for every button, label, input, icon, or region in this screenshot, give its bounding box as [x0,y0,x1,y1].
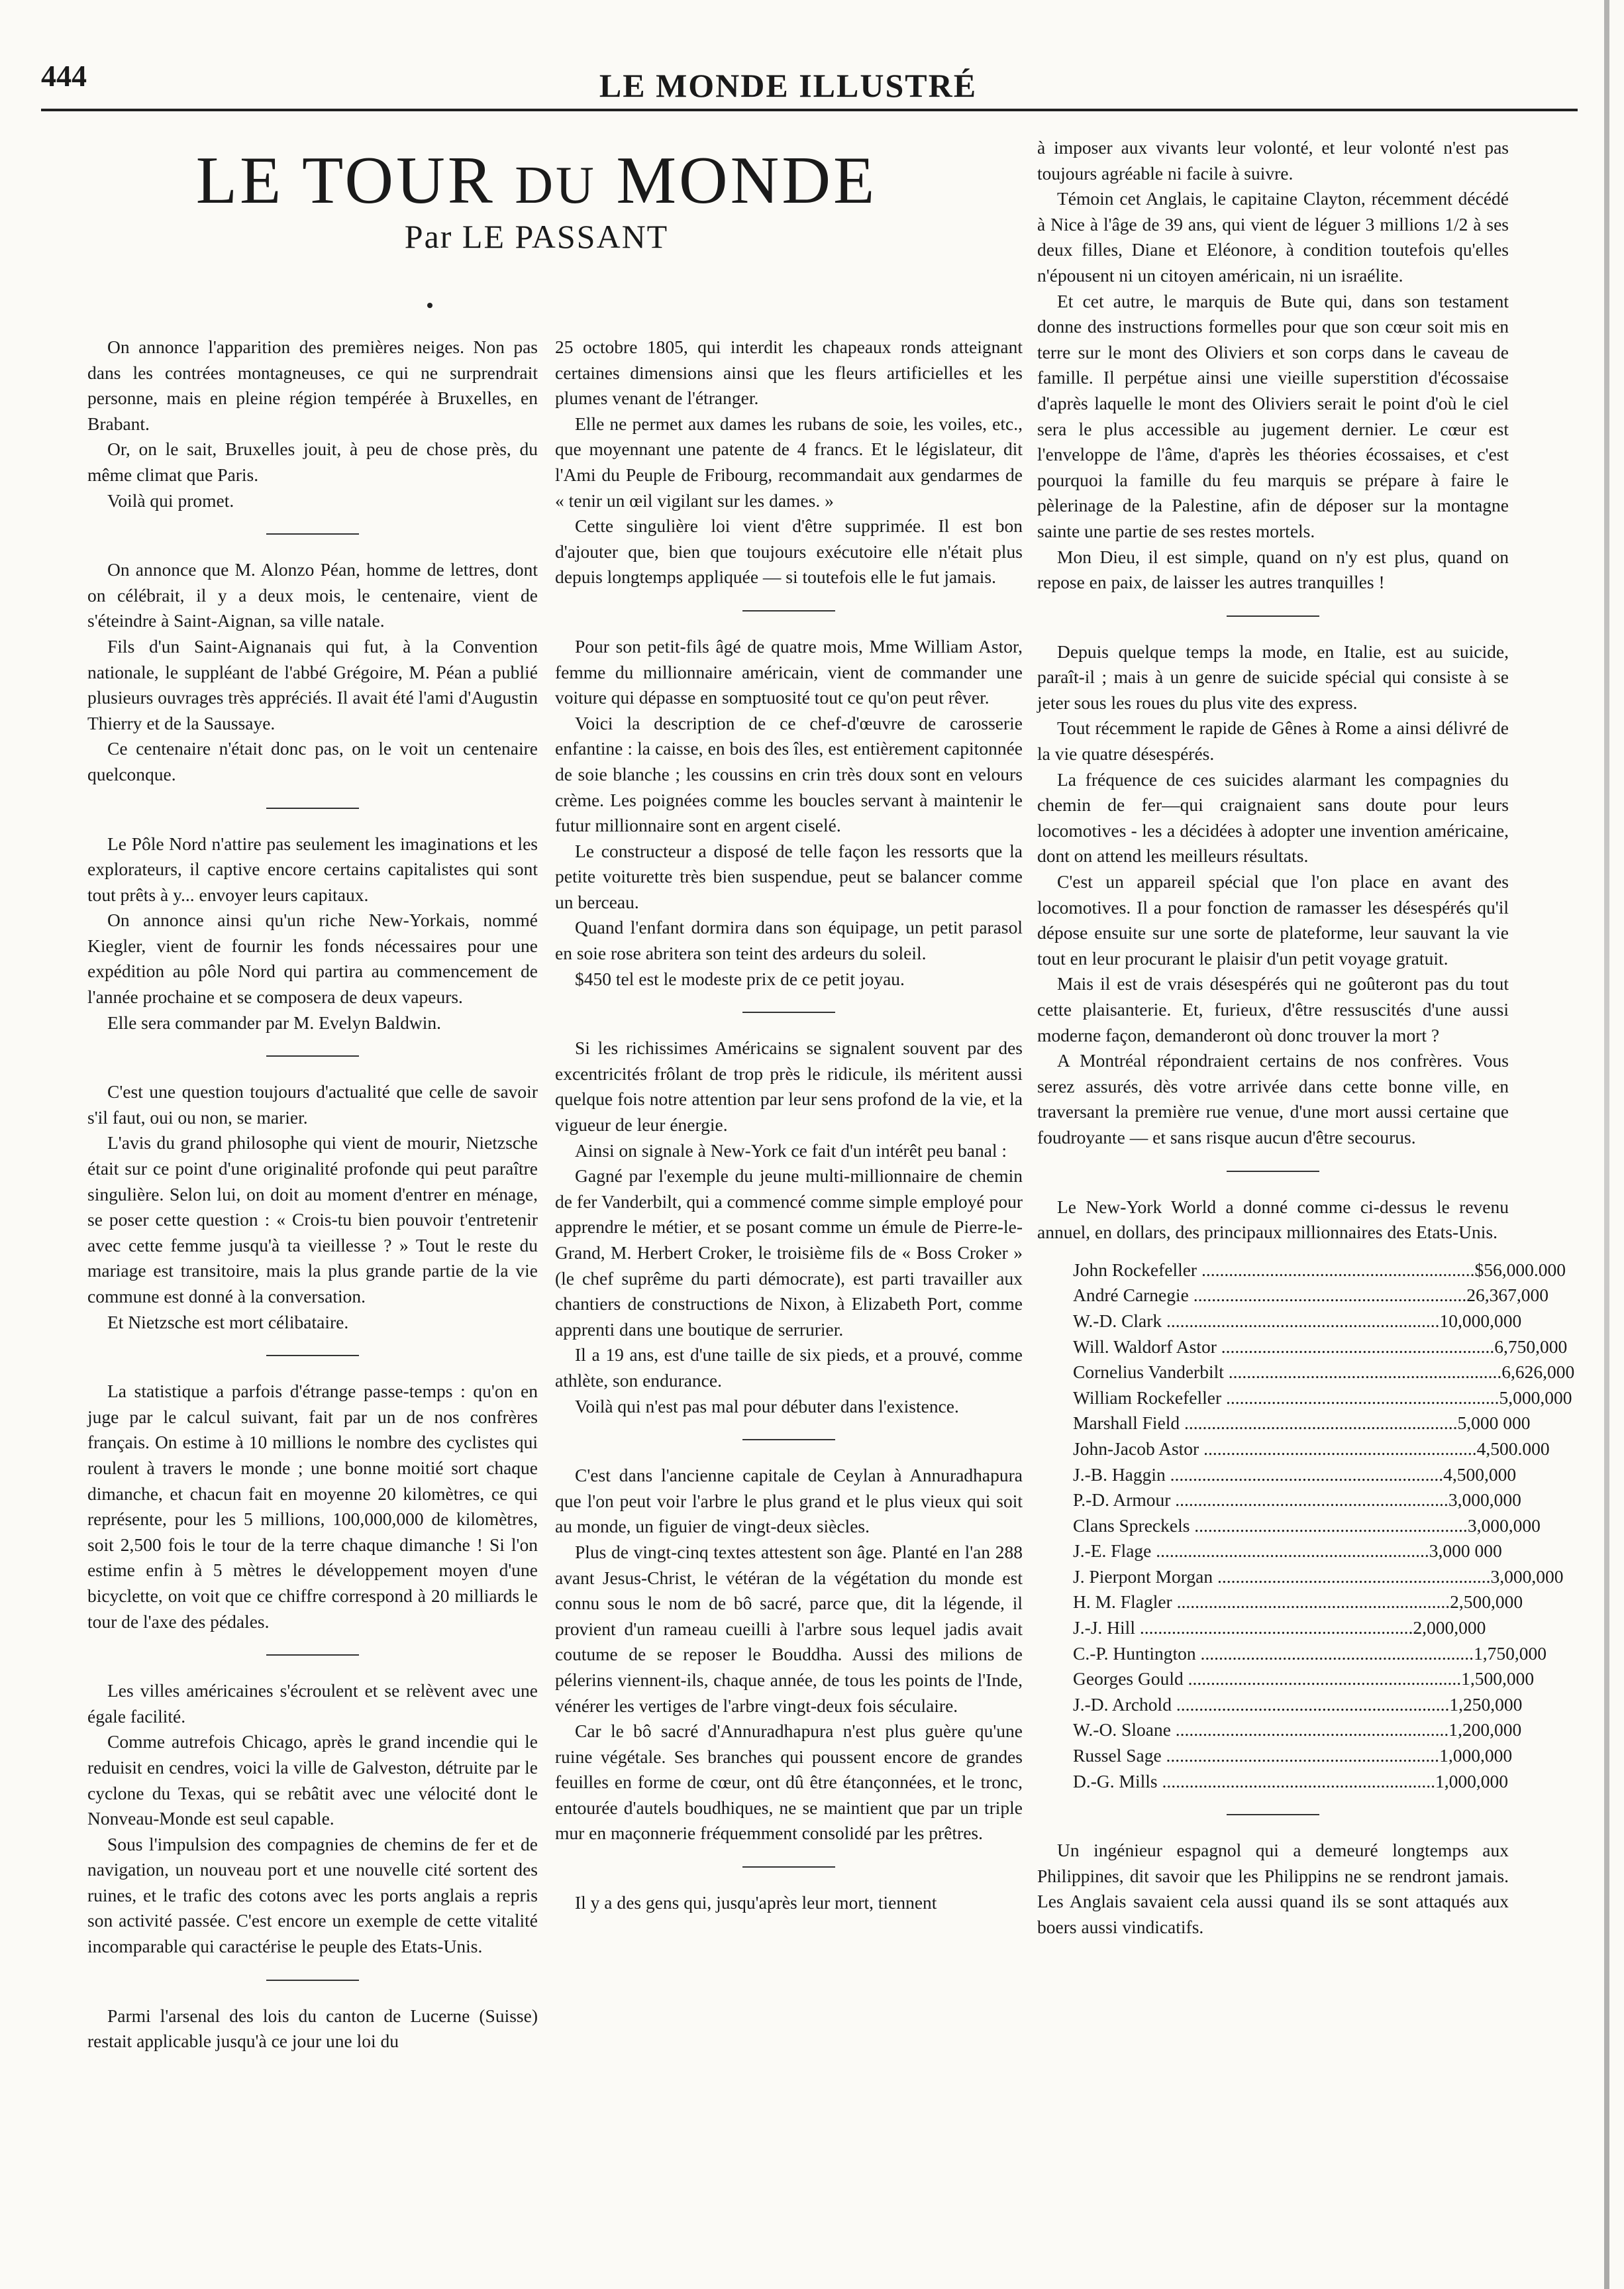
section-separator [266,1355,359,1356]
paragraph: Voici la description de ce chef-d'œuvre de carosserie enfantine : la caisse, en bois des îles, est entièrement capitonnée de soie blanche ; les coussins en crin très doux sont en velours crème. Les poignées comme les boucles servant à maintenir le futur millionnaire sont en argent ciselé. [555,712,1023,836]
paragraph: Le New-York World a donné comme ci-dessus le revenu annuel, en dollars, des principaux millionnaires des Etats-Unis. [1037,1196,1509,1243]
table-row [1073,1615,1486,1641]
section-separator [742,1439,835,1440]
table-row [1073,1411,1531,1436]
paragraph: Quand l'enfant dormira dans son équipage, un petit parasol en soie rose abritera son teint des ardeurs du soleil. [555,917,1023,964]
millionaires-table [1073,1257,1575,1794]
table-row [1073,1743,1513,1769]
millionaire-income: 26,367,000 [1466,1285,1548,1306]
millionaire-income: 2,000,000 [1413,1617,1486,1638]
millionaire-name: André Carnegie ............................................................ [1073,1285,1467,1306]
section-separator [1227,1814,1319,1815]
table-row [1073,1257,1566,1283]
paragraph: Ainsi on signale à New-York ce fait d'un intérêt peu banal : [575,1140,1007,1161]
paragraph: Mais il est de vrais désespérés qui ne goûteront pas du tout cette plaisanterie. Et, furieux, d'être ressuscités d'une aussi moderne façon, demanderont où donc trouver la mort ? [1037,973,1509,1045]
page-number: 444 [41,59,87,93]
millionaire-name: Marshall Field ............................................................ [1073,1412,1458,1434]
paragraph: Le constructeur a disposé de telle façon les ressorts que la petite voiturette très bien suspendue, peut se balancer comme un berceau. [555,840,1023,912]
table-row [1073,1462,1517,1488]
column-3 [1037,135,1575,1941]
millionaire-income: 5,000,000 [1499,1387,1572,1408]
millionaire-income: 1,250,000 [1449,1693,1523,1715]
table-row [1073,1385,1572,1411]
millionaire-income: 1,200,000 [1448,1719,1522,1740]
millionaire-income: 6,750,000 [1494,1336,1568,1357]
paragraph: C'est dans l'ancienne capitale de Ceylan à Annuradhapura que l'on peut voir l'arbre le plus grand et le plus vieux qui soit au monde, un figuier de vingt-deux siècles. [555,1465,1023,1537]
millionaire-income: 3,000 000 [1429,1540,1502,1562]
millionaire-income: 3,000,000 [1467,1515,1541,1536]
millionaire-name: John-Jacob Astor ............................................................ [1073,1438,1477,1459]
column-1 [87,335,538,2054]
paragraph: Gagné par l'exemple du jeune multi-millionnaire de chemin de fer Vanderbilt, qui a commencé comme simple employé pour apprendre le métier, et se posant comme un émule de Pierre-le-Grand, M. Herbert Croker, le troisième fils de « Boss Croker » (le chef suprême du parti démocrate), est parti travailler aux chantiers de constructions de Nixon, à Elizabeth Port, comme apprenti dans une boutique de serrurier. [555,1165,1023,1340]
table-row [1073,1436,1550,1462]
paragraph: On annonce ainsi qu'un riche New-Yorkais, nommé Kiegler, vient de fournir les fonds nécessaires pour une expédition au pôle Nord qui partira au commencement de l'année prochaine et se composera de deux vapeurs. [87,910,538,1008]
millionaire-name: C.-P. Huntington ............................................................ [1073,1642,1474,1664]
section-separator [742,1866,835,1868]
paragraph: Elle ne permet aux dames les rubans de soie, les voiles, etc., que moyennant une patente de 4 francs. Et le législateur, dit l'Ami du Peuple de Fribourg, recommandait aux gendarmes de « tenir un œil vigilant sur les dames. » [555,413,1023,511]
paragraph: Le Pôle Nord n'attire pas seulement les imaginations et les explorateurs, il captive encore certains capitalistes qui sont tout prêts à y... envoyer leurs capitaux. [87,833,538,905]
millionaire-income: 3,000,000 [1448,1489,1521,1511]
column-2 [555,335,1023,1916]
page-edge [1604,0,1609,2289]
ornament-dot [427,303,432,308]
paragraph: Et Nietzsche est mort célibataire. [107,1311,349,1332]
millionaire-income: $56,000.000 [1474,1259,1566,1280]
paragraph: Comme autrefois Chicago, après le grand incendie qui le reduisit en cendres, voici la ville de Galveston, détruite par le cyclone du Texas, qui se rebâtit avec une vélocité dont le Nonveau-Monde est seul capable. [87,1731,538,1829]
title-part-3: MONDE [616,143,878,218]
paragraph: Voilà qui n'est pas mal pour débuter dans l'existence. [575,1395,959,1416]
paragraph: Tout récemment le rapide de Gênes à Rome a ainsi délivré de la vie quatre désespérés. [1037,718,1509,765]
paragraph: A Montréal répondraient certains de nos confrères. Vous serez assurés, dès votre arrivée dans cette bonne ville, en traversant la première rue venue, d'une mort aussi certaine que foudroyante — et sans risque aucun d'être secourus. [1037,1050,1509,1147]
paragraph: Sous l'impulsion des compagnies de chemins de fer et de navigation, un nouveau port et une nouvelle cité sortent des ruines, et le trafic des cotons avec les ports anglais a repris son activité passée. C'est encore un exemple de cette vitalité incomparable qui caractérise le peuple des Etats-Unis. [87,1833,538,1957]
paragraph: Mon Dieu, il est simple, quand on n'y est plus, quand on repose en paix, de laisser les autres tranquilles ! [1037,546,1509,593]
millionaire-income: 2,500,000 [1450,1591,1523,1613]
table-row [1073,1283,1548,1308]
millionaire-name: Cornelius Vanderbilt ............................................................ [1073,1361,1502,1383]
paragraph: C'est un appareil spécial que l'on place en avant des locomotives. Il a pour fonction de ramasser les désespérés qu'il dépose ensuite sur une sorte de plateforme, leur sauvant la vie tout en leur procurant le plaisir d'un petit voyage gratuit. [1037,871,1509,969]
millionaire-name: Russel Sage ............................................................ [1073,1745,1440,1766]
paragraph: Fils d'un Saint-Aignanais qui fut, à la Convention nationale, le suppléant de l'abbé Grégoire, M. Péan a publié plusieurs ouvrages très appréciés. Il avait été l'ami d'Augustin Thierry et de la Saussaye. [87,635,538,733]
paragraph: Plus de vingt-cinq textes attestent son âge. Planté en l'an 288 avant Jesus-Christ, le vétéran de la végétation du monde est connu sous le nom de bô sacré, parce que, dit la légende, il provient d'un rameau cueilli à l'arbre sous lequel jadis avait coutume de se reposer le Bouddha. Aussi des milions de pélerins viennent-ils, chaque année, de tous les points de l'Inde, vénérer les vertiges de l'arbre vingt-deux fois séculaire. [555,1541,1023,1716]
millionaire-name: William Rockefeller ............................................................ [1073,1387,1499,1408]
millionaire-income: 5,000 000 [1457,1412,1531,1434]
paragraph: Si les richissimes Américains se signalent souvent par des excentricités frôlant de trop près le ridicule, ils méritent aussi quelque fois notre attention par leur sens profond de la vie, et la vigueur de leur énergie. [555,1038,1023,1136]
paragraph: On annonce l'apparition des premières neiges. Non pas dans les contrées montagneuses, ce qui ne surprendrait personne, mais en pleine région tempérée à Bruxelles, en Brabant. [87,337,538,434]
millionaire-income: 1,000,000 [1435,1770,1508,1791]
header-rule [41,109,1578,111]
paragraph: Un ingénieur espagnol qui a demeuré longtemps aux Philippines, dit savoir que les Philippins ne se rendront jamais. Les Anglais savaient cela aussi quand ils se sont attaqués aux boers aussi vindicatifs. [1037,1840,1509,1937]
masthead: LE MONDE ILLUSTRÉ [599,67,978,104]
millionaire-name: J. Pierpont Morgan ............................................................ [1073,1566,1491,1587]
paragraph: On annonce que M. Alonzo Péan, homme de lettres, dont on célébrait, il y a deux mois, le centenaire, vient de s'éteindre à Saint-Aignan, sa ville natale. [87,559,538,631]
paragraph: Ce centenaire n'était donc pas, on le voit un centenaire quelconque. [87,738,538,784]
table-row [1073,1513,1541,1539]
millionaire-name: J.-D. Archold ............................................................ [1073,1693,1450,1715]
millionaire-income: 1,750,000 [1474,1642,1547,1664]
section-separator [266,1980,359,1981]
millionaire-name: Will. Waldorf Astor ............................................................ [1073,1336,1495,1357]
paragraph: C'est une question toujours d'actualité que celle de savoir s'il faut, oui ou non, se marier. [87,1081,538,1128]
section-separator [266,1654,359,1656]
table-row [1073,1359,1575,1385]
millionaire-name: W.-O. Sloane ............................................................ [1073,1719,1449,1740]
millionaire-name: Georges Gould ............................................................ [1073,1668,1462,1689]
article-title [106,142,967,219]
millionaire-name: J.-B. Haggin ............................................................ [1073,1464,1444,1485]
millionaire-income: 1,500,000 [1461,1668,1535,1689]
paragraph: Parmi l'arsenal des lois du canton de Lucerne (Suisse) restait applicable jusqu'à ce jour une loi du [87,2005,538,2052]
millionaire-name: John Rockefeller ............................................................ [1073,1259,1475,1280]
millionaire-name: P.-D. Armour ............................................................ [1073,1489,1448,1511]
table-row [1073,1308,1522,1334]
table-row [1073,1769,1508,1795]
table-row [1073,1564,1564,1590]
title-part-1: LE TOUR [195,143,495,218]
paragraph: L'avis du grand philosophe qui vient de mourir, Nietzsche était sur ce point d'une originalité profonde qui peut paraître singulière. Selon lui, on doit au moment d'entrer en ménage, se poser cette question : « Crois-tu bien pouvoir t'entretenir avec cette femme jusqu'à ta vieillesse ? » Tout le reste du mariage est transitoire, mais la plus grande partie de la vie commune est donné à la conversation. [87,1132,538,1306]
table-row [1073,1641,1547,1667]
millionaire-income: 3,000,000 [1490,1566,1564,1587]
section-separator [1227,1171,1319,1172]
paragraph: Car le bô sacré d'Annuradhapura n'est plus guère qu'une ruine végétale. Ses branches qui poussent encore de grandes feuilles en forme de cœur, ont dû être étançonnées, et le tronc, entourée d'autels boudhiques, ne se maintient que par un triple mur en maçonnerie fréquemment consolidé par les prêtres. [555,1721,1023,1844]
table-row [1073,1589,1523,1615]
paragraph: Or, on le sait, Bruxelles jouit, à peu de chose près, du même climat que Paris. [87,439,538,485]
table-row [1073,1334,1568,1360]
millionaire-name: W.-D. Clark ............................................................ [1073,1310,1440,1331]
section-separator [266,533,359,535]
paragraph: La fréquence de ces suicides alarmant les compagnies du chemin de fer—qui craignaient sans doute pour leurs locomotives - les a décidées à adopter une invention américaine, dont on attend les meilleurs résultats. [1037,769,1509,867]
paragraph: 25 octobre 1805, qui interdit les chapeaux ronds atteignant certaines dimensions ainsi que les fleurs artificielles et les plumes venant de l'étranger. [555,337,1023,409]
millionaire-income: 10,000,000 [1439,1310,1522,1331]
paragraph: Les villes américaines s'écroulent et se relèvent avec une égale facilité. [87,1680,538,1727]
table-row [1073,1692,1523,1718]
paragraph: Depuis quelque temps la mode, en Italie, est au suicide, paraît-il ; mais à un genre de suicide spécial qui consiste à se jeter sous les roues du plus vite des express. [1037,641,1509,713]
paragraph: Voilà qui promet. [107,490,234,511]
article-byline: Par LE PASSANT [404,218,669,255]
millionaire-name: J.-E. Flage ............................................................ [1073,1540,1429,1562]
table-row [1073,1538,1502,1564]
millionaire-name: J.-J. Hill ............................................................ [1073,1617,1413,1638]
paragraph: Elle sera commander par M. Evelyn Baldwin. [107,1012,442,1033]
section-separator [742,610,835,612]
millionaire-name: H. M. Flagler ............................................................ [1073,1591,1450,1613]
millionaire-income: 1,000,000 [1439,1745,1513,1766]
section-separator [266,1055,359,1057]
table-row [1073,1666,1535,1692]
table-row [1073,1487,1521,1513]
millionaire-name: Clans Spreckels ............................................................ [1073,1515,1468,1536]
millionaire-name: D.-G. Mills ............................................................ [1073,1770,1435,1791]
paragraph: La statistique a parfois d'étrange passe-temps : qu'on en juge par le calcul suivant, fait par un de nos confrères français. On estime à 10 millions le nombre des cyclistes qui roulent à travers le monde ; une bonne moitié sort chaque dimanche, et chacun fait en moyenne 20 kilomètres, ce qui représente, pour les 5 millions, 100,000,000 de kilomètres, soit 2,500 fois le tour de la terre chaque dimanche ! Si l'on estime enfin à 5 mètres le développement moyen d'une bicyclette, on voit que ce chiffre correspond à 20 milliards le tour de l'axe des pédales. [87,1381,538,1632]
paragraph: Témoin cet Anglais, le capitaine Clayton, récemment décédé à Nice à l'âge de 39 ans, qui vient de léguer 3 millions 1/2 à ses deux filles, Diane et Eléonore, à condition toutefois qu'elles n'épousent ni un citoyen américain, ni un israélite. [1037,188,1509,286]
millionaire-income: 4,500.000 [1476,1438,1550,1459]
paragraph: à imposer aux vivants leur volonté, et leur volonté n'est pas toujours agréable ni facile à suivre. [1037,137,1509,184]
millionaire-income: 6,626,000 [1501,1361,1575,1383]
section-separator [266,808,359,809]
section-separator [1227,615,1319,617]
paragraph: Il a 19 ans, est d'une taille de six pieds, et a prouvé, comme athlète, son endurance. [555,1344,1023,1391]
paragraph: Et cet autre, le marquis de Bute qui, dans son testament donne des instructions formelles pour que son cœur soit mis en terre sur le mont des Oliviers et son corps dans le caveau de famille. Il perpétue ainsi une vieille superstition d'écossaise d'après laquelle le mont des Oliviers serait le point d'où le ciel sera le plus accessible au jugement dernier. Le cœur est l'enveloppe de l'âme, d'après les théories écossaises, et c'est pourquoi la famille du feu marquis se prépare à faire le pèlerinage de la Palestine, afin de déposer sur la montagne sainte une partie de ses restes mortels. [1037,290,1509,541]
paragraph: $450 tel est le modeste prix de ce petit joyau. [575,968,905,989]
paragraph: Cette singulière loi vient d'être supprimée. Il est bon d'ajouter que, bien que toujours exécutoire elle n'était plus depuis longtemps appliquée — si toutefois elle le fut jamais. [555,515,1023,588]
paragraph: Pour son petit-fils âgé de quatre mois, Mme William Astor, femme du millionnaire américain, vient de commander une voiture qui dépasse en somptuosité tout ce qu'on peut rêver. [555,635,1023,708]
title-part-2: DU [515,156,597,215]
millionaire-income: 4,500,000 [1443,1464,1517,1485]
section-separator [742,1012,835,1013]
paragraph: Il y a des gens qui, jusqu'après leur mort, tiennent [575,1892,937,1913]
table-row [1073,1717,1522,1743]
